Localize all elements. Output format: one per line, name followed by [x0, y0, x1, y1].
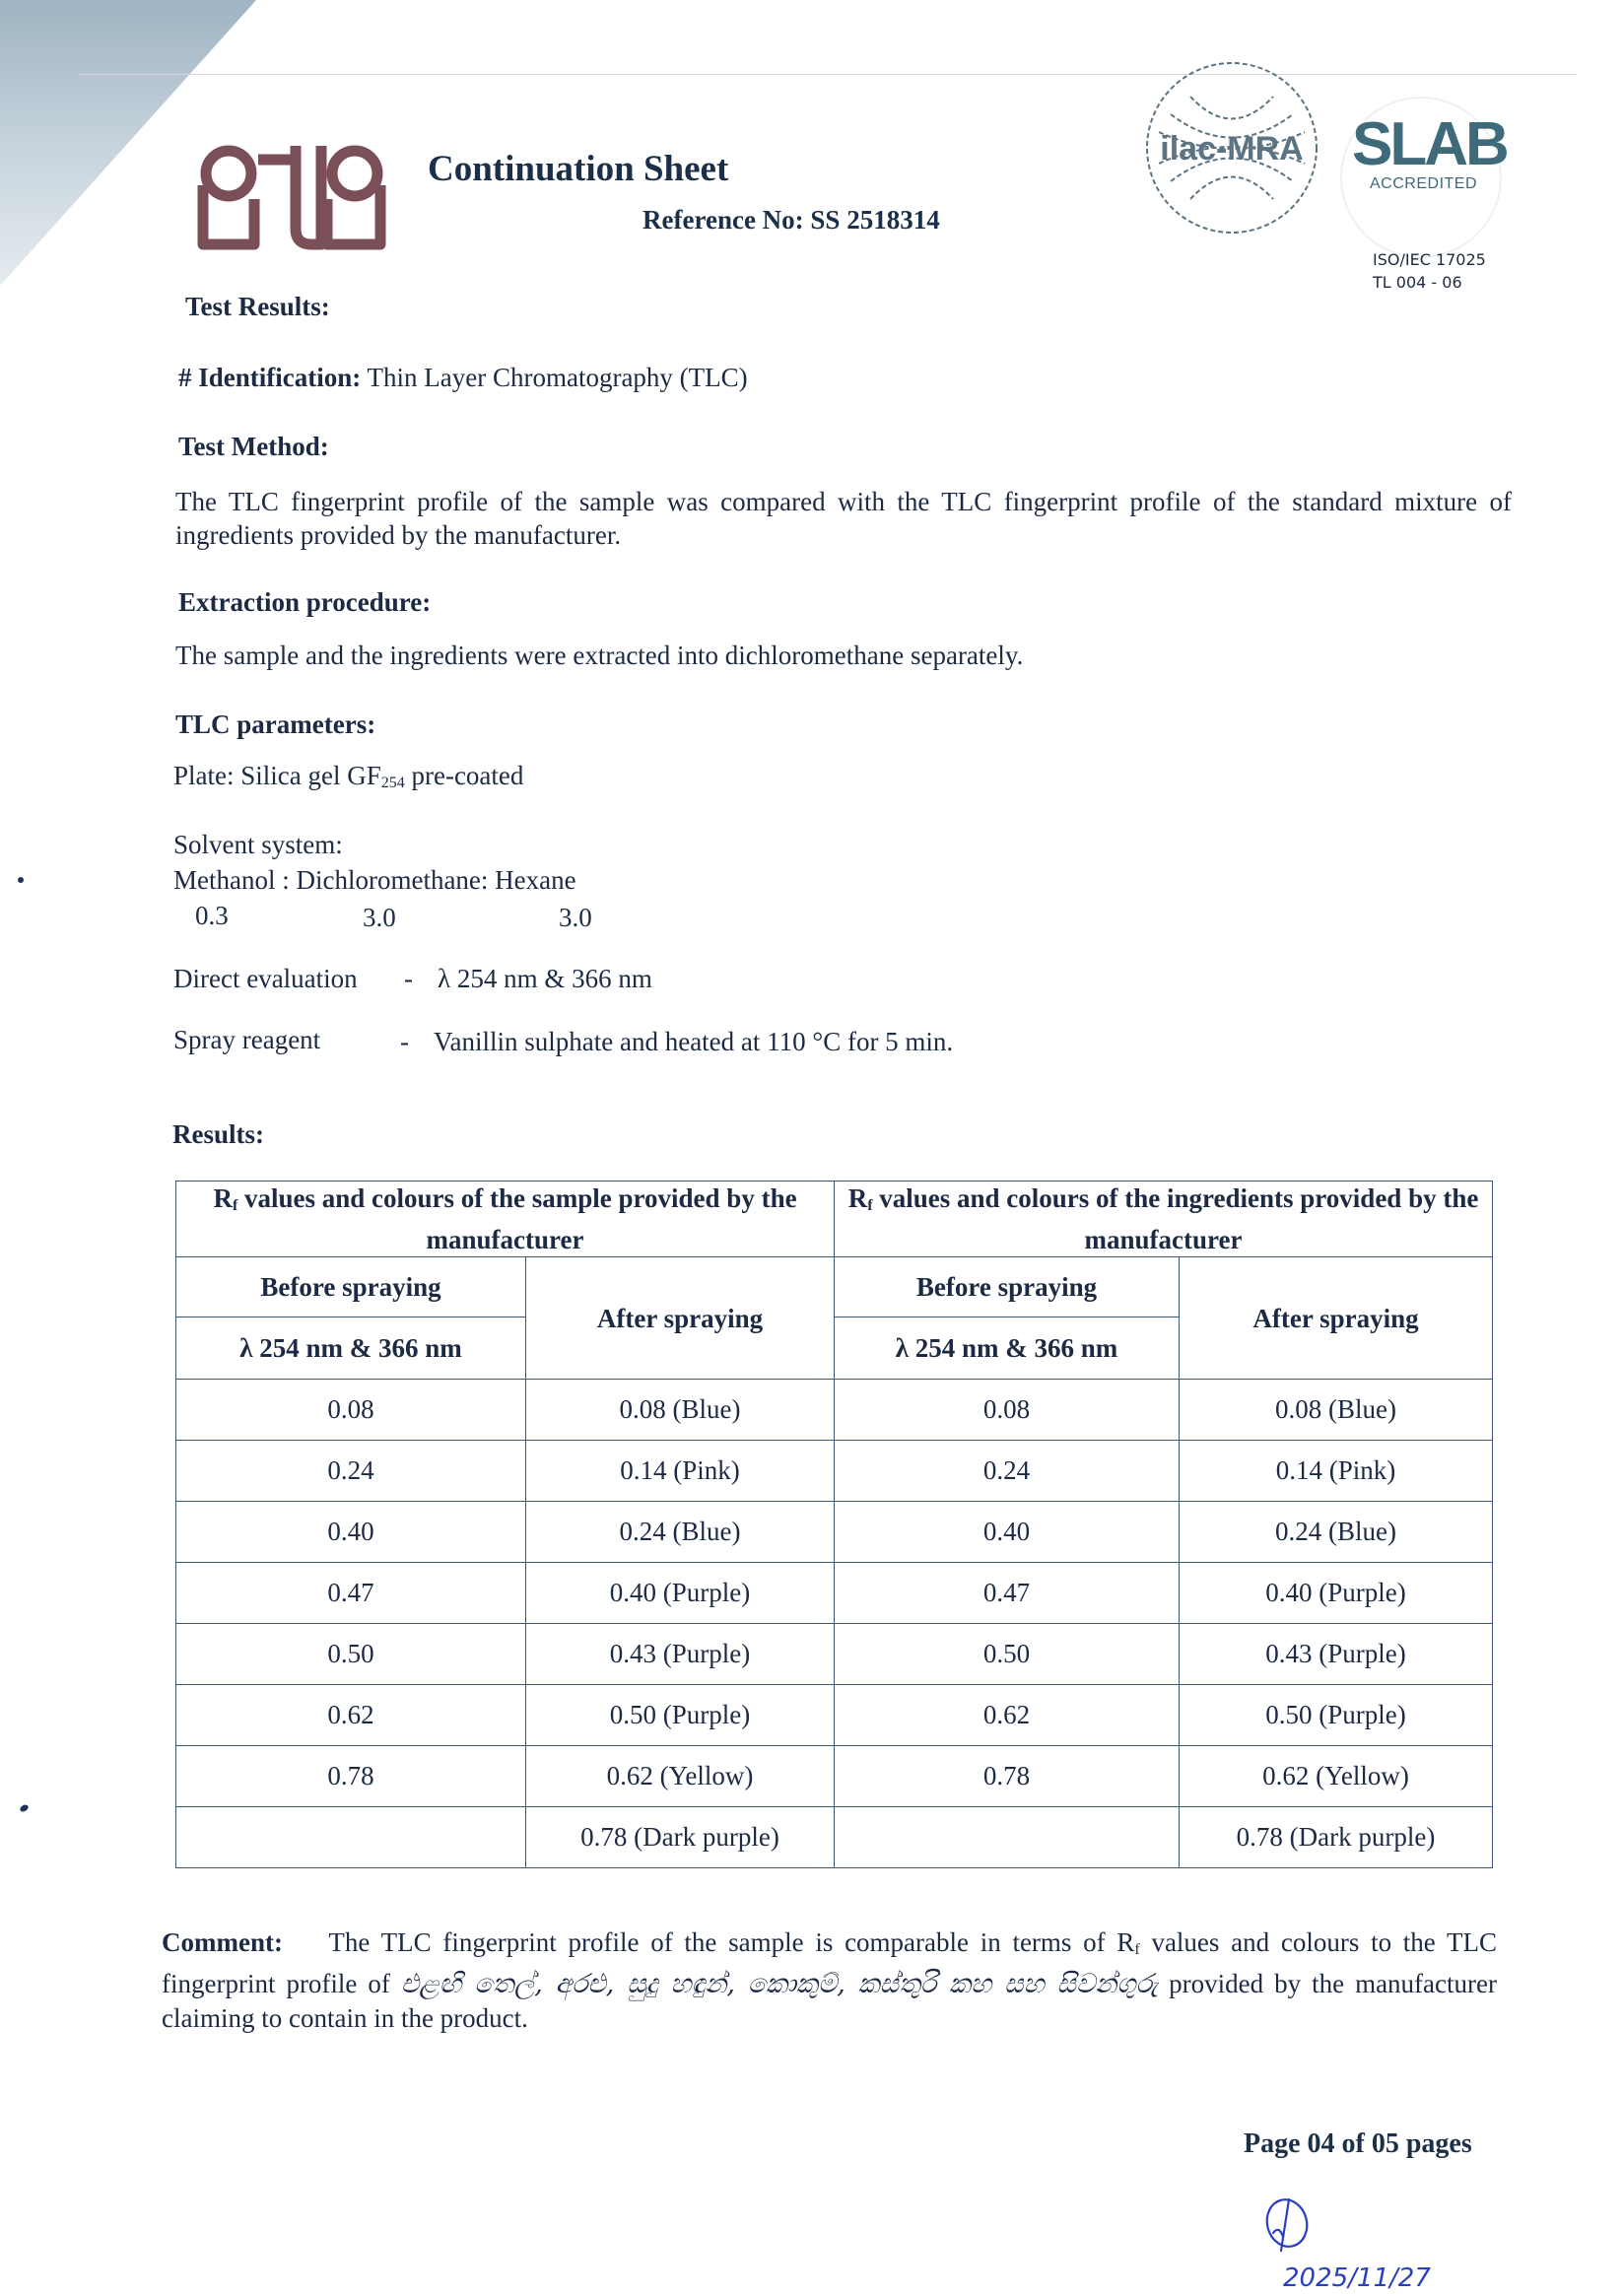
ingredients-after-spraying-header: After spraying [1180, 1257, 1493, 1380]
table-row [176, 1502, 1493, 1563]
signature-date: 2025/11/27 [1283, 2263, 1431, 2293]
comment-text-part-1: The TLC fingerprint profile of the sample is comparable in terms of R [328, 1927, 1135, 1957]
solvent-components: Methanol : Dichloromethane: Hexane [173, 865, 576, 895]
accreditation-info [1373, 248, 1486, 294]
ingredients-before-value: 0.50 [835, 1624, 1180, 1685]
results-heading: Results: [172, 1119, 264, 1149]
sample-before-value: 0.62 [176, 1685, 526, 1746]
itis-logo [197, 140, 386, 250]
scan-speck [18, 877, 24, 883]
sample-after-value: 0.78 (Dark purple) [526, 1807, 835, 1868]
plate-line [173, 761, 523, 792]
scan-artifact-line [79, 74, 1577, 75]
spray-reagent-value: Vanillin sulphate and heated at 110 °C for 5 min. [434, 1027, 954, 1056]
identification-value: Thin Layer Chromatography (TLC) [367, 363, 748, 392]
sample-after-value: 0.40 (Purple) [526, 1563, 835, 1624]
sample-before-value [176, 1807, 526, 1868]
ilac-logo-text: ilac-MRA [1160, 130, 1304, 168]
extraction-text: The sample and the ingredients were extracted into dichloromethane separately. [175, 641, 1024, 670]
ingredients-before-value [835, 1807, 1180, 1868]
results-table [175, 1181, 1493, 1868]
handwritten-signature [1261, 2195, 1439, 2294]
spray-reagent-label: Spray reagent [173, 1025, 321, 1054]
ingredients-after-value: 0.62 (Yellow) [1180, 1746, 1493, 1807]
ingredients-before-value: 0.78 [835, 1746, 1180, 1807]
sample-before-value: 0.78 [176, 1746, 526, 1807]
ingredients-after-value: 0.24 (Blue) [1180, 1502, 1493, 1563]
sample-before-value: 0.24 [176, 1441, 526, 1502]
table-row [176, 1441, 1493, 1502]
test-method-text: The TLC fingerprint profile of the sample was compared with the TLC fingerprint profile of the standard mixture of ingredients provided by the manufacturer. [175, 487, 1512, 550]
ingredients-before-value: 0.24 [835, 1441, 1180, 1502]
solvent-ratio-methanol: 0.3 [195, 901, 229, 930]
direct-evaluation-label: Direct evaluation [173, 964, 358, 993]
direct-evaluation-dash: - [404, 964, 413, 993]
sample-after-value: 0.24 (Blue) [526, 1502, 835, 1563]
ingredients-before-value: 0.62 [835, 1685, 1180, 1746]
tl-number: TL 004 - 06 [1373, 273, 1462, 292]
sample-after-value: 0.08 (Blue) [526, 1380, 835, 1441]
sample-after-value: 0.43 (Purple) [526, 1624, 835, 1685]
table-group-header-row [176, 1182, 1493, 1257]
sample-before-value: 0.40 [176, 1502, 526, 1563]
direct-evaluation-value: λ 254 nm & 366 nm [438, 964, 652, 993]
reference-number: Reference No: SS 2518314 [642, 205, 940, 235]
slab-accredited-text: ACCREDITED [1370, 175, 1478, 192]
ingredients-after-value: 0.08 (Blue) [1180, 1380, 1493, 1441]
test-method-heading: Test Method: [178, 432, 329, 461]
solvent-ratio-dichloromethane: 3.0 [363, 903, 396, 932]
sample-before-spraying-header: Before spraying [176, 1257, 526, 1317]
ingredients-after-value: 0.40 (Purple) [1180, 1563, 1493, 1624]
extraction-heading: Extraction procedure: [178, 587, 432, 617]
ilac-mra-logo [1141, 57, 1322, 238]
plate-subscript: 254 [380, 775, 405, 791]
comment-ingredients-sinhala: එළඟි තෙල්, අරළු, සුදු හඳුන්, කොකුම්, කස්තුරි කහ සහ සිවන්ගුරු [400, 1969, 1159, 1999]
ingredients-after-value: 0.50 (Purple) [1180, 1685, 1493, 1746]
identification-label: # Identification: [178, 363, 362, 392]
page-title: Continuation Sheet [428, 149, 729, 189]
tlc-parameters-heading: TLC parameters: [175, 709, 376, 739]
table-subheader-row [176, 1257, 1493, 1317]
ingredients-before-value: 0.08 [835, 1380, 1180, 1441]
comment-text-part-3: provided by the manufacturer claiming to contain in the product. [162, 1969, 1497, 2033]
ingredients-before-value: 0.40 [835, 1502, 1180, 1563]
plate-prefix: Plate: Silica gel GF [173, 761, 381, 790]
ingredients-after-value: 0.14 (Pink) [1180, 1441, 1493, 1502]
comment-text-part-2: values and colours to the TLC fingerprint profile of [162, 1927, 1498, 1998]
spray-reagent-dash: - [400, 1027, 409, 1056]
table-row [176, 1624, 1493, 1685]
sample-group-header: $R_f$ values and colours of the sample provided by the manufacturer [176, 1182, 835, 1257]
plate-suffix: pre-coated [404, 761, 524, 790]
sample-wavelength-header: λ 254 nm & 366 nm [176, 1317, 526, 1380]
sample-before-value: 0.50 [176, 1624, 526, 1685]
scan-speck [19, 1803, 30, 1813]
ingredients-after-value: 0.43 (Purple) [1180, 1624, 1493, 1685]
slab-logo: SLAB [1352, 110, 1507, 178]
comment-subscript: f [1134, 1941, 1140, 1958]
table-row [176, 1685, 1493, 1746]
table-row [176, 1380, 1493, 1441]
table-row [176, 1807, 1493, 1868]
table-row [176, 1563, 1493, 1624]
iso-standard: ISO/IEC 17025 [1373, 250, 1486, 269]
solvent-system-label: Solvent system: [173, 830, 343, 859]
ingredients-after-value: 0.78 (Dark purple) [1180, 1807, 1493, 1868]
identification-line [178, 363, 748, 393]
ingredients-before-spraying-header: Before spraying [835, 1257, 1180, 1317]
sample-after-spraying-header: After spraying [526, 1257, 835, 1380]
ingredients-group-header: $R_f$ values and colours of the ingredients provided by the manufacturer [835, 1182, 1493, 1257]
solvent-ratio-hexane: 3.0 [559, 903, 592, 932]
test-results-heading: Test Results: [185, 292, 330, 321]
table-row [176, 1746, 1493, 1807]
sample-before-value: 0.08 [176, 1380, 526, 1441]
ingredients-wavelength-header: λ 254 nm & 366 nm [835, 1317, 1180, 1380]
sample-after-value: 0.50 (Purple) [526, 1685, 835, 1746]
comment-paragraph [162, 1925, 1497, 2035]
sample-before-value: 0.47 [176, 1563, 526, 1624]
ingredients-before-value: 0.47 [835, 1563, 1180, 1624]
page-number: Page 04 of 05 pages [1244, 2128, 1472, 2159]
comment-label: Comment: [162, 1927, 283, 1957]
sample-after-value: 0.62 (Yellow) [526, 1746, 835, 1807]
sample-after-value: 0.14 (Pink) [526, 1441, 835, 1502]
